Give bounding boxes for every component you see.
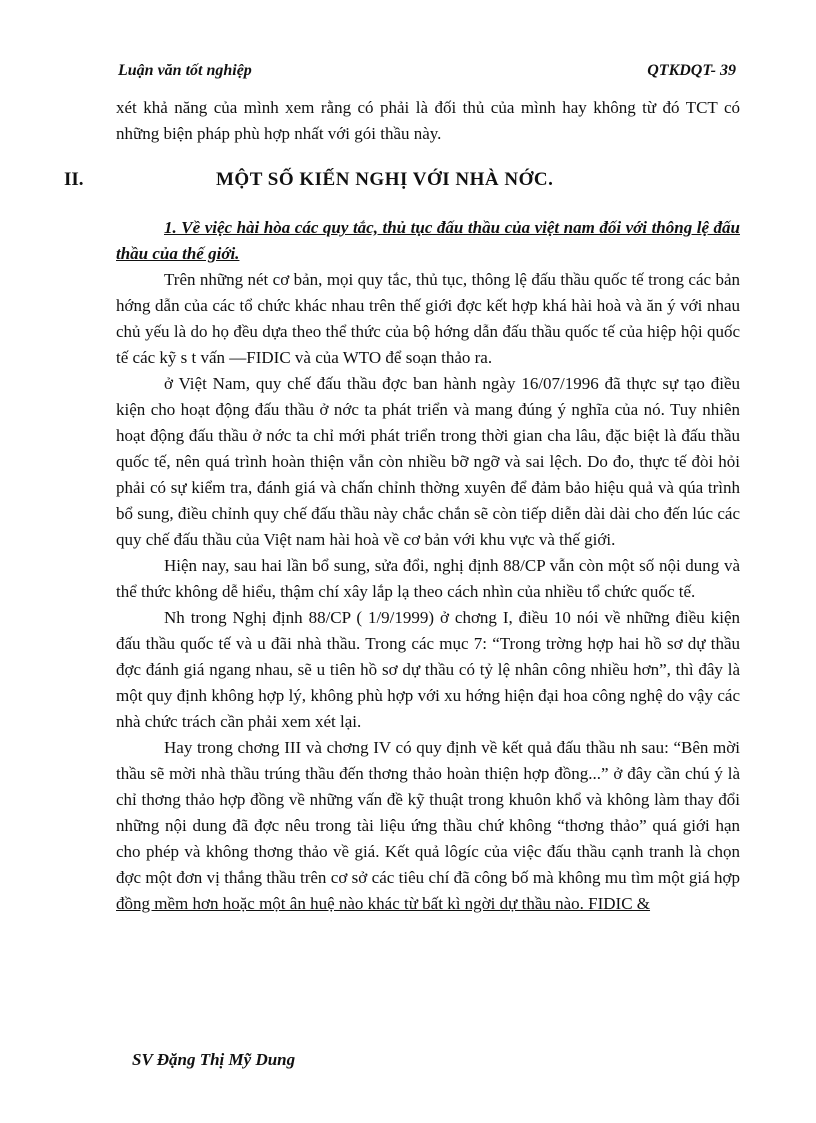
paragraph-2: ở Việt Nam, quy chế đấu thầu đợc ban hành ngày 16/07/1996 đã thực sự tạo điều kiện cho hoạt động đấu thầu ở nớc ta phát triển và mang đúng ý nghĩa của nó. Tuy nhiên hoạt động đấu thầu ở nớc ta chỉ mới phát triển trong thời gian cha lâu, đặc biệt là đấu thầu quốc tế, nên quá trình hoàn thiện vẫn còn nhiều bỡ ngỡ và sai lệch. Do đo, thực tế đòi hỏi phải có sự kiểm tra, đánh giá và chấn chỉnh thờng xuyên để đảm bảo hiệu quả và qúa trình bổ sung, điều chỉnh quy chế đấu thầu này chắc chắn sẽ còn tiếp diễn dài dài cho đến lúc các quy chế đấu thầu của Việt nam hài hoà về cơ bản với khu vực và thế giới.	[116, 374, 740, 549]
paragraph-3: Hiện nay, sau hai lần bổ sung, sửa đổi, nghị định 88/CP vẫn còn một số nội dung và thể thức không dễ hiểu, thậm chí xây lắp lạ theo cách nhìn của nhiều tổ chức quốc tế.	[116, 556, 740, 601]
header-page-code: QTKDQT- 39	[647, 62, 736, 79]
document-body	[64, 95, 740, 917]
page-header	[118, 62, 736, 84]
section-title: MỘT SỐ KIẾN NGHỊ VỚI NHÀ NỚC.	[216, 169, 554, 190]
paragraph-5-underlined: đồng mềm hơn hoặc một ân huệ nào khác từ bất kì ngời dự thầu nào. FIDIC &	[116, 894, 651, 913]
section-number: II.	[64, 169, 84, 190]
paragraph-1: Trên những nét cơ bản, mọi quy tắc, thủ tục, thông lệ đấu thầu quốc tế trong các bản hớng dẫn của các tổ chức khác nhau trên thế giới đợc kết hợp khá hài hoà và ăn ý với nhau chủ yếu là do họ đều dựa theo thể thức của bộ hớng dẫn đấu thầu quốc tế của hiệp hội quốc tế các kỹ s t vấn —FIDIC và của WTO để soạn thảo ra.	[116, 270, 740, 367]
paragraph-5-main: Hay trong chơng III và chơng IV có quy định về kết quả đấu thầu nh sau: “Bên mời thầu sẽ mời nhà thầu trúng thầu đến thơng thảo hoàn thiện hợp đồng...” ở đây cần chú ý là chỉ thơng thảo hợp đồng về những vấn đề kỹ thuật trong khuôn khổ và không làm thay đổi những nội dung đã đợc nêu trong tài liệu ứng thầu chứ không “thơng thảo” quá giới hạn cho phép và không thơng thảo về giá. Kết quả lôgíc của việc đấu thầu cạnh tranh là chọn đợc một đơn vị thắng thầu trên cơ sở các tiêu chí đã công bố mà không mu tìm một giá hợp	[116, 738, 740, 887]
intro-paragraph: xét khả năng của mình xem rằng có phải là đối thủ của mình hay không từ đó TCT có những biện pháp phù hợp nhất với gói thầu này.	[116, 98, 740, 143]
subsection-heading: 1. Về việc hài hòa các quy tắc, thủ tục đấu thầu của việt nam đối với thông lệ đấu thầu của thế giới.	[116, 218, 740, 263]
header-thesis-title: Luận văn tốt nghiệp	[118, 62, 252, 79]
page-footer-author: SV Đặng Thị Mỹ Dung	[132, 1050, 296, 1069]
paragraph-4: Nh trong Nghị định 88/CP ( 1/9/1999) ở chơng I, điều 10 nói về những điều kiện đấu thầu quốc tế và u đãi nhà thầu. Trong các mục 7: “Trong trờng hợp hai hồ sơ dự thầu đợc đánh giá ngang nhau, sẽ u tiên hồ sơ dự thầu có tỷ lệ nhân công nhiều hơn”, thì đây là một quy định không hợp lý, không phù hợp với xu hớng hiện đại hoa công nghệ do vậy các nhà chức trách cần phải xem xét lại.	[116, 608, 740, 731]
section-heading	[64, 161, 740, 205]
paragraph-5	[116, 735, 740, 917]
